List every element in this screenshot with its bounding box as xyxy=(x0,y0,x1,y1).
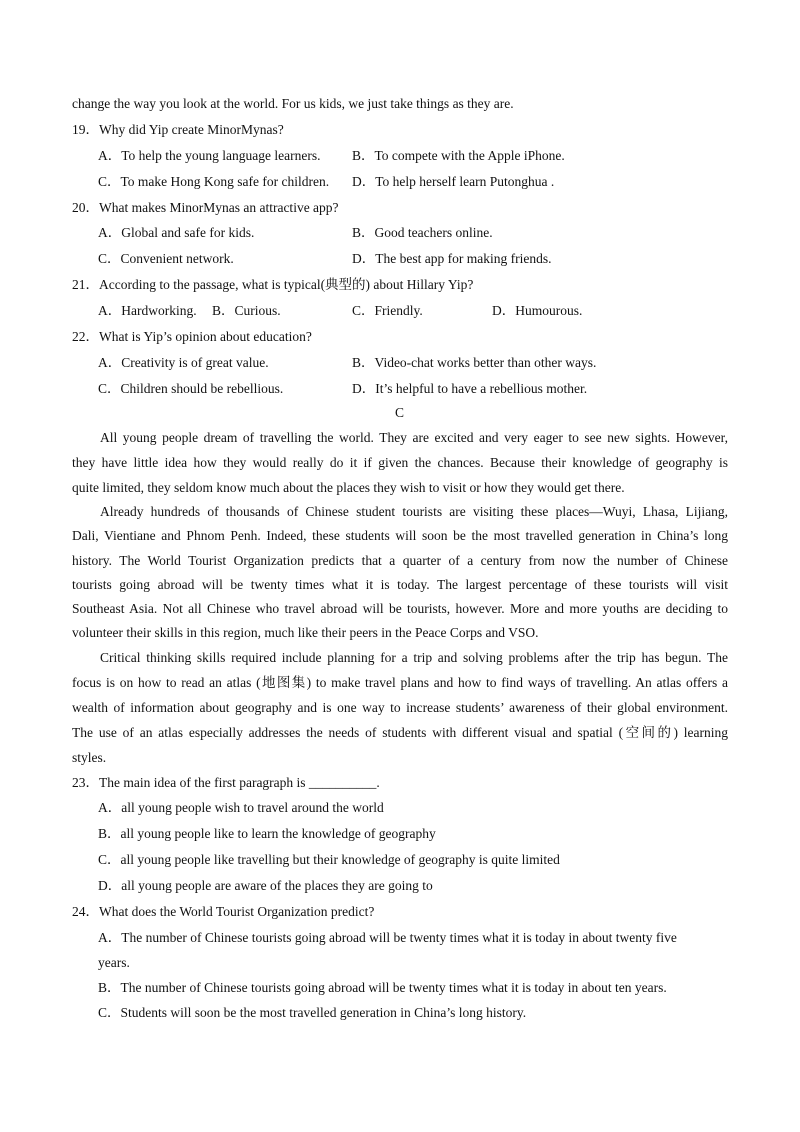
question-22-option-b[interactable]: B．Video-chat works better than other ways. xyxy=(352,355,597,370)
question-23-option-c[interactable]: C．all young people like travelling but their knowledge of geography is quite limited xyxy=(98,852,560,867)
question-24-stem: 24．What does the World Tourist Organization predict? xyxy=(72,904,375,919)
question-23-option-a[interactable]: A．all young people wish to travel around the world xyxy=(98,800,384,815)
passage-paragraph-3-line-2: focus is on how to read an atlas (地图集) to make travel plans and how to find ways of travelling. An atlas offers a xyxy=(72,675,728,690)
passage-paragraph-2-line-3: history. The World Tourist Organization predicts that a quarter of a century from now the number of Chinese xyxy=(72,553,728,568)
passage-paragraph-1-line-1: All young people dream of travelling the world. They are excited and very eager to see new sights. However, xyxy=(100,430,728,445)
section-c-heading: C xyxy=(395,405,405,420)
question-20-option-c[interactable]: C．Convenient network. xyxy=(98,251,234,266)
question-24-option-b[interactable]: B．The number of Chinese tourists going abroad will be twenty times what it is today in about ten years. xyxy=(98,980,667,995)
passage-paragraph-3-line-3: wealth of information about geography and is one way to increase students’ awareness of their global environment. xyxy=(72,700,728,715)
question-21-option-d[interactable]: D．Humourous. xyxy=(492,303,583,318)
intro-line: change the way you look at the world. For us kids, we just take things as they are. xyxy=(72,96,514,111)
question-23-option-b[interactable]: B．all young people like to learn the knowledge of geography xyxy=(98,826,436,841)
question-20-option-d[interactable]: D．The best app for making friends. xyxy=(352,251,552,266)
question-21-stem: 21．According to the passage, what is typical(典型的) about Hillary Yip? xyxy=(72,277,474,292)
passage-paragraph-2-line-4: tourists going abroad will be twenty times what it is today. The largest percentage of these tourists will visit xyxy=(72,577,728,592)
question-21-option-c[interactable]: C．Friendly. xyxy=(352,303,423,318)
question-19-stem: 19．Why did Yip create MinorMynas? xyxy=(72,122,284,137)
passage-paragraph-1-line-2: they have little idea how they would really do it if given the chances. Because their knowledge of geography is xyxy=(72,455,728,470)
question-20-option-a[interactable]: A．Global and safe for kids. xyxy=(98,225,255,240)
question-22-option-a[interactable]: A．Creativity is of great value. xyxy=(98,355,269,370)
question-19-option-c[interactable]: C．To make Hong Kong safe for children. xyxy=(98,174,330,189)
question-19-option-d[interactable]: D．To help herself learn Putonghua . xyxy=(352,174,555,189)
question-24-option-a-line-1[interactable]: A．The number of Chinese tourists going abroad will be twenty times what it is today in about twenty five xyxy=(98,930,677,945)
question-23-stem: 23．The main idea of the first paragraph is __________. xyxy=(72,775,380,790)
passage-paragraph-3-line-5: styles. xyxy=(72,750,107,765)
question-21-option-b[interactable]: B．Curious. xyxy=(212,303,281,318)
question-21-option-a[interactable]: A．Hardworking. xyxy=(98,303,197,318)
question-22-option-c[interactable]: C．Children should be rebellious. xyxy=(98,381,284,396)
question-19-option-b[interactable]: B．To compete with the Apple iPhone. xyxy=(352,148,565,163)
passage-paragraph-1-line-3: quite limited, they seldom know much about the places they wish to visit or how they would get there. xyxy=(72,480,625,495)
passage-paragraph-2-line-6: volunteer their skills in this region, much like their peers in the Peace Corps and VSO. xyxy=(72,625,539,640)
question-19-option-a[interactable]: A．To help the young language learners. xyxy=(98,148,321,163)
passage-paragraph-2-line-5: Southeast Asia. Not all Chinese who travel abroad will be tourists, however. More and more youths are deciding to xyxy=(72,601,728,616)
passage-paragraph-2-line-2: Dali, Vientiane and Phnom Penh. Indeed, these students will soon be the most travelled generation in China’s long xyxy=(72,528,728,543)
passage-paragraph-2-line-1: Already hundreds of thousands of Chinese student tourists are visiting these places—Wuyi, Lhasa, Lijiang, xyxy=(100,504,728,519)
question-24-option-a-line-2[interactable]: years. xyxy=(98,955,130,970)
question-22-stem: 22．What is Yip’s opinion about education? xyxy=(72,329,312,344)
passage-paragraph-3-line-1: Critical thinking skills required include planning for a trip and solving problems after the trip has begun. The xyxy=(100,650,728,665)
question-22-option-d[interactable]: D．It’s helpful to have a rebellious mother. xyxy=(352,381,588,396)
question-23-option-d[interactable]: D．all young people are aware of the places they are going to xyxy=(98,878,433,893)
question-24-option-c[interactable]: C．Students will soon be the most travelled generation in China’s long history. xyxy=(98,1005,527,1020)
question-20-option-b[interactable]: B．Good teachers online. xyxy=(352,225,493,240)
passage-paragraph-3-line-4: The use of an atlas especially addresses the needs of students with different visual and spatial (空间的) learning xyxy=(72,725,728,740)
question-20-stem: 20．What makes MinorMynas an attractive app? xyxy=(72,200,339,215)
